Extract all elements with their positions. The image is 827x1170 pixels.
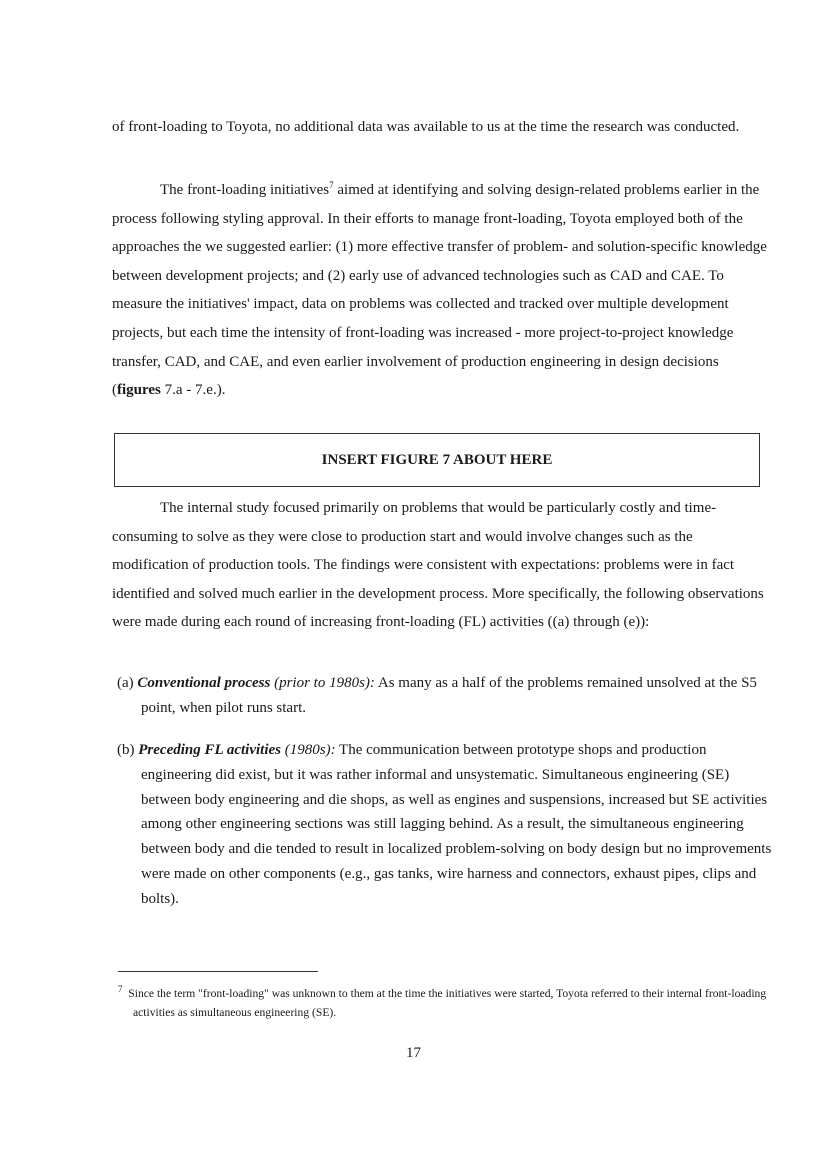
footnote-text: Since the term "front-loading" was unknown to them at the time the initiatives were started, Toyota referred to their internal front-loading activities as simultaneous engineering (SE).	[128, 986, 767, 1019]
footnote	[118, 980, 773, 1022]
page-number: 17	[406, 1045, 421, 1061]
list-item-period: (prior to 1980s):	[270, 675, 375, 691]
paragraph-internal-study: The internal study focused primarily on problems that would be particularly costly and time-consuming to solve as they were close to production start and would involve changes such as the modification of production tools. The findings were consistent with expectations: problems were in fact identified and solved much earlier in the development process. More specifically, the following observations were made during each round of increasing front-loading (FL) activities ((a) through (e)):	[112, 500, 764, 631]
list-marker: (b)	[117, 742, 139, 758]
footnote-reference: 7	[329, 180, 334, 190]
paragraph-text: 7.a - 7.e.).	[160, 382, 226, 399]
footnote-marker: 7	[118, 984, 123, 994]
paragraph-text: The front-loading initiatives	[160, 182, 330, 198]
list-item-period: (1980s):	[281, 742, 336, 758]
list-item-label: Conventional process	[137, 675, 271, 691]
paragraph-continued: of front-loading to Toyota, no additional data was available to us at the time the research was conducted.	[112, 119, 740, 135]
figure-placeholder-box	[114, 433, 760, 487]
figures-reference: figures	[117, 382, 161, 399]
list-item	[117, 671, 781, 721]
list-item	[117, 738, 781, 912]
list-item-label: Preceding FL activities	[138, 742, 281, 758]
paragraph-text: aimed at identifying and solving design-related problems earlier in the process following styling approval. In their efforts to manage front-loading, Toyota employed both of the approaches the we suggested earlier: (1) more effective transfer of problem- and solution-specific knowledge between development projects; and (2) early use of advanced technologies such as CAD and CAE. To measure the initiatives' impact, data on problems was collected and tracked over multiple development projects, but each time the intensity of front-loading was increased - more project-to-project knowledge transfer, CAD, and CAE, and even earlier involvement of production engineering in design decisions (	[112, 182, 767, 399]
paragraph-front-loading-initiatives	[112, 171, 767, 405]
footnote-separator	[118, 971, 318, 972]
list-marker: (a)	[117, 675, 138, 691]
figure-placeholder-label: INSERT FIGURE 7 ABOUT HERE	[321, 452, 553, 468]
list-item-text: The communication between prototype shops and production engineering did exist, but it was rather informal and unsystematic. Simultaneous engineering (SE) between body engineering and die shops, as well as engines and suspensions, increased but SE activities among other engineering sections was still lagging behind. As a result, the simultaneous engineering between body and die tended to result in localized problem-solving on body design but no improvements were made on other components (e.g., gas tanks, wire harness and connectors, exhaust pipes, clips and bolts).	[141, 742, 772, 907]
list-item-text: As many as a half of the problems remained unsolved at the S5 point, when pilot runs start.	[141, 675, 757, 716]
